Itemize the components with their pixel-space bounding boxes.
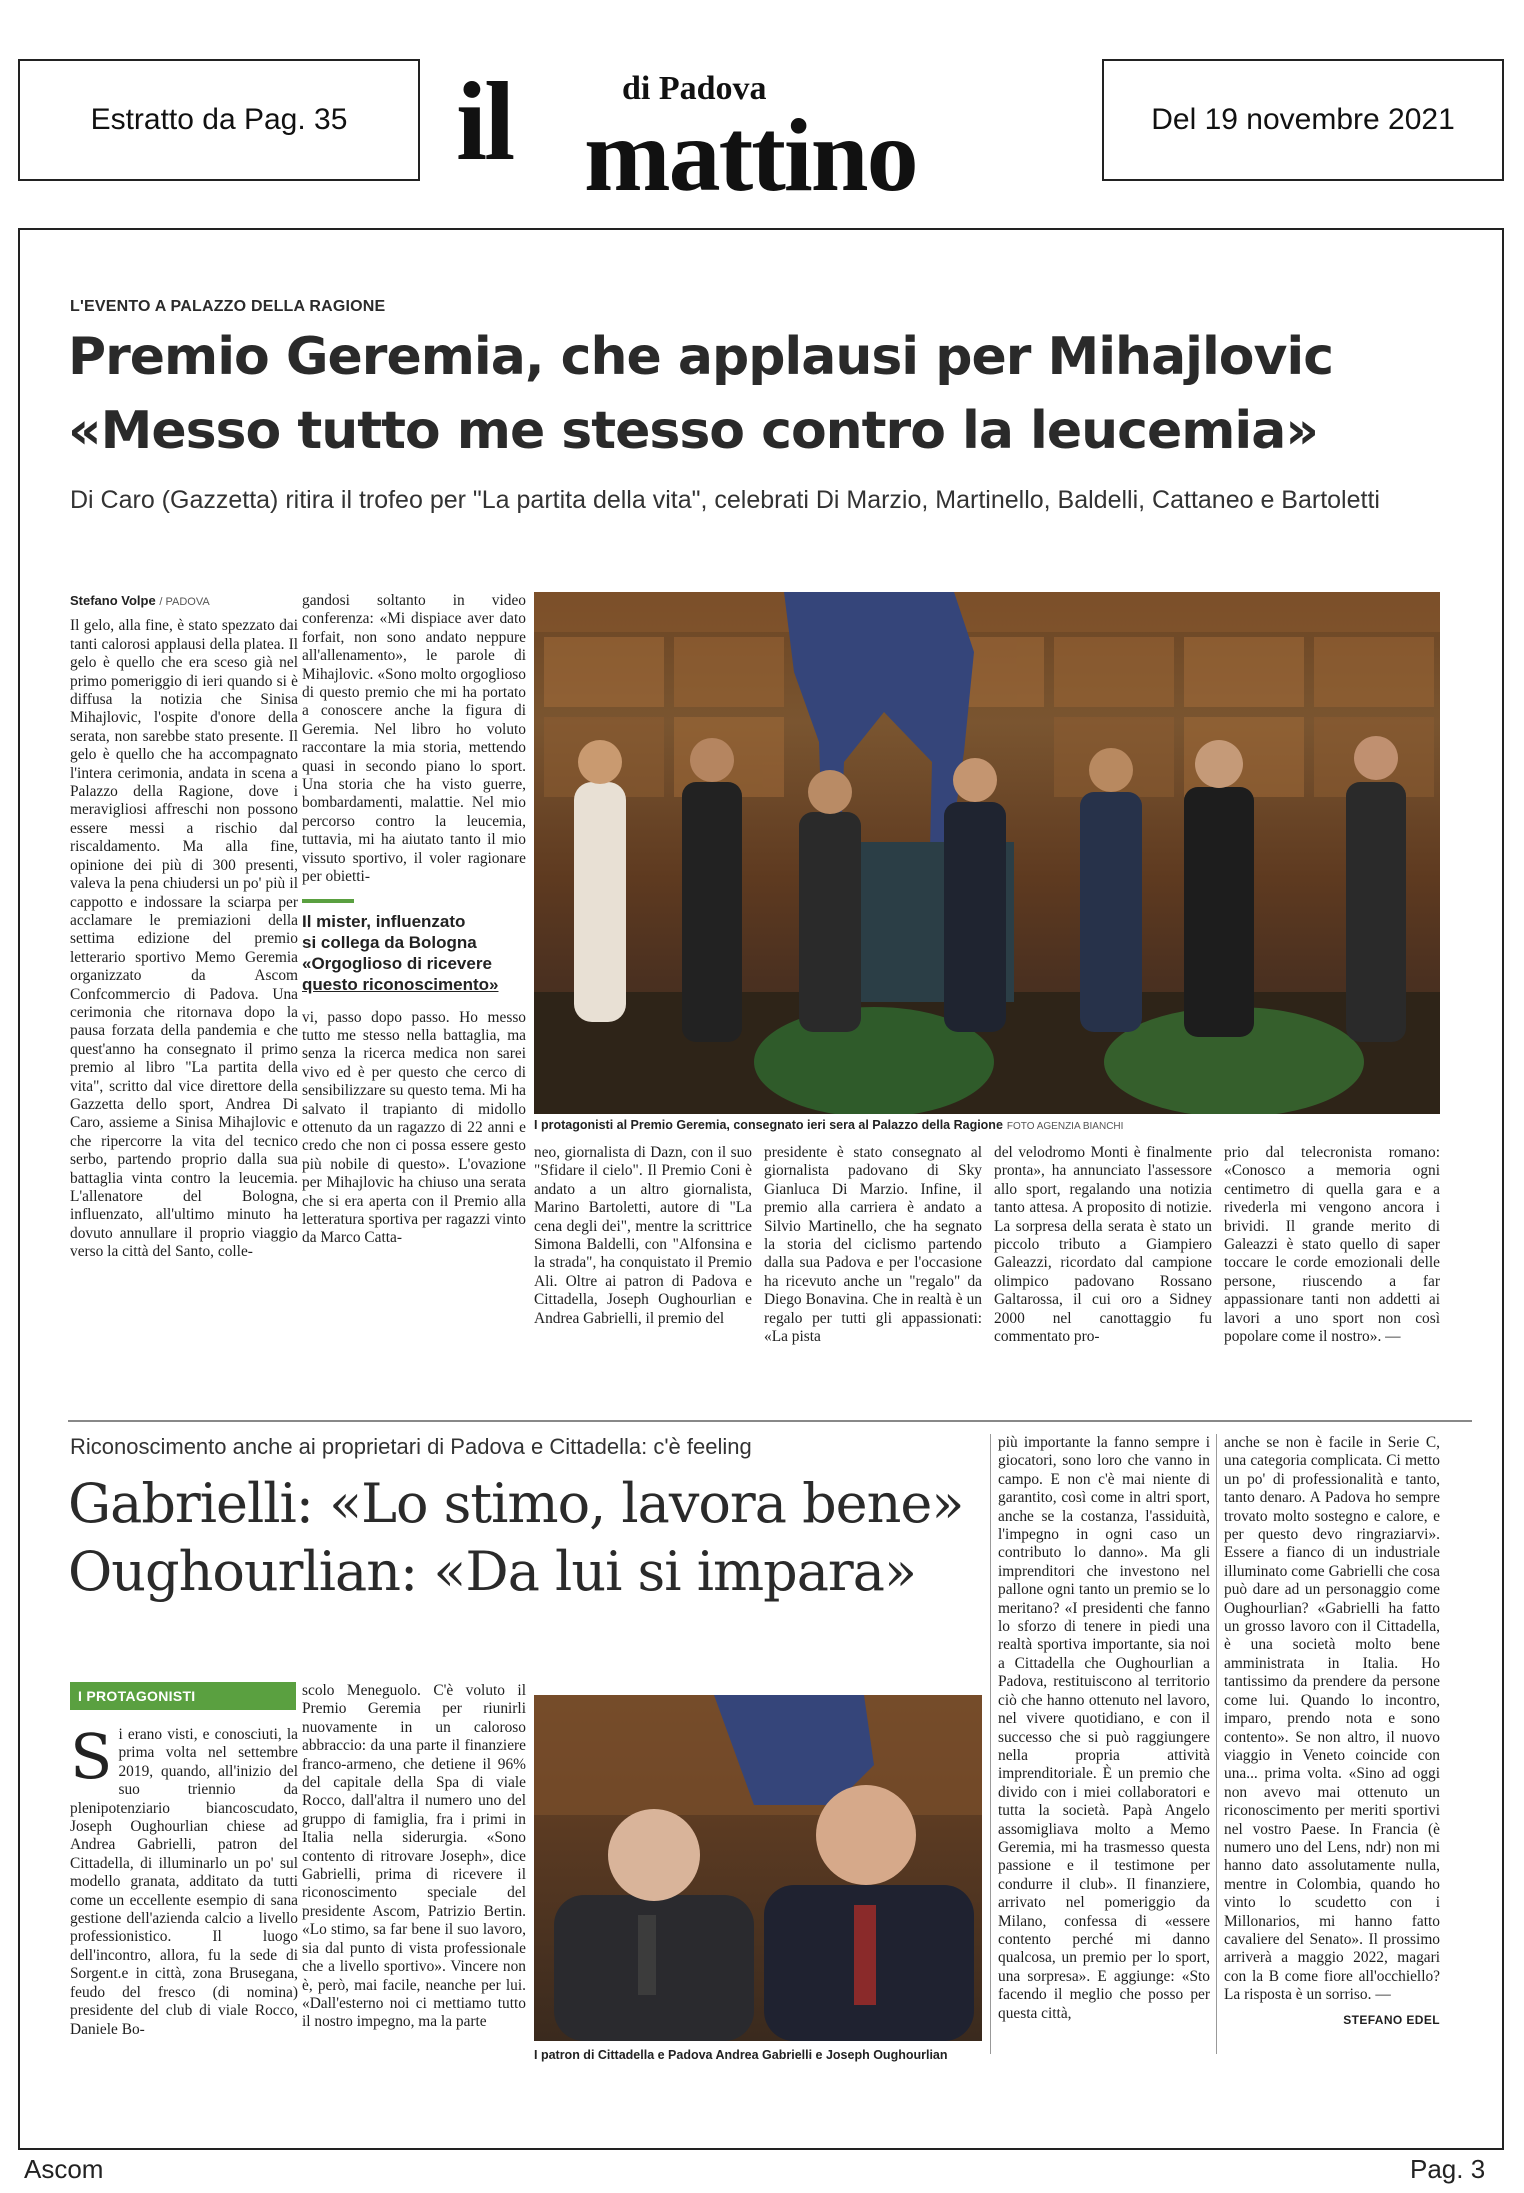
protagonisti-tag: I PROTAGONISTI	[70, 1682, 296, 1710]
article1-column-1	[70, 592, 298, 1382]
article1-column-4	[764, 1144, 982, 1382]
photo1-credit: FOTO AGENZIA BIANCHI	[1006, 1121, 1124, 1132]
pullquote-line1: Il mister, influenzato	[302, 911, 466, 931]
article2-signature: STEFANO EDEL	[1343, 2012, 1440, 2027]
article-frame	[18, 228, 1504, 2150]
patrons-photo-caption: I patron di Cittadella e Padova Andrea Gabrielli e Joseph Oughourlian	[534, 2048, 948, 2062]
patrons-photo-illustration	[534, 1695, 982, 2041]
article1-col4-text: presidente è stato consegnato al giornalista padovano di Sky Gianluca Di Marzio. Infine, il premio alla carriera è andato a Silvio Martinello, che ha segnato la storia del ciclismo partendo dalla sua Padova e per l'occasione ha ricevuto anche un "regalo" da Diego Bonavina. Che in realtà è un regalo per tutti gli appassionati: «La pista	[764, 1144, 982, 1346]
article1-column-3	[534, 1144, 752, 1382]
dropcap: S	[70, 1726, 113, 1793]
pullquote-line4: questo riconoscimento»	[302, 974, 499, 994]
article1-title-line1: Premio Geremia, che applausi per Mihajlovic	[68, 327, 1334, 387]
article2-col4-text: anche se non è facile in Serie C, una categoria complicata. Ci metto un po' di professionalità e tanto, tanto denaro. A Padova ho sempre trovato molto sostegno e calore, e per questo devo ringraziarvi». Essere a fianco di un industriale illuminato come Gabrielli che cosa può dare ad un personaggio come Oughourlian? «Gabrielli ha fatto un grosso lavoro con il Cittadella, è una società molto bene amministrata in Italia. Ho tantissimo da prendere da persone come lui. Quando lo incontro, imparo, prendo nota e sono contento». Se non altro, il nuovo viaggio in Veneto coincide con una... prima volta. «Sino ad oggi non avevo mai ottenuto un riconoscimento per meriti sportivi nel vostro Paese. In Francia (è numero uno del Lens, ndr) non mi hanno dato assolutamente nulla, mentre in Colombia, quando ho vinto lo scudetto con i Millonarios, mi hanno fatto cavaliere del Senato». Il prossimo arriverà a maggio 2022, magari con la B come fiore all'occhiello? La risposta è un sorriso. —	[1224, 1434, 1440, 2004]
pullquote-line2: si collega da Bologna	[302, 932, 477, 952]
article1-column-2	[302, 592, 526, 1382]
article1-column-6	[1224, 1144, 1440, 1382]
ceremony-photo	[534, 592, 1440, 1114]
extract-page-box	[18, 59, 420, 181]
footer-page-number: Pag. 3	[1410, 2154, 1486, 2184]
masthead-mattino: mattino	[584, 98, 917, 213]
column-rule	[1216, 1434, 1217, 2054]
article2-column-1	[70, 1726, 298, 2068]
article1-author: Stefano Volpe	[70, 593, 156, 608]
article1-subtitle: Di Caro (Gazzetta) ritira il trofeo per "La partita della vita", celebrati Di Marzio, Martinello, Baldelli, Cattaneo e Bartoletti	[70, 486, 1380, 514]
article2-col2-text: scolo Meneguolo. C'è voluto il Premio Geremia per riunirli nuovamente in un caloroso abbraccio: da una parte il finanziere franco-armeno, che detiene il 96% del capitale della Spa di viale Rocco, dall'altra il numero uno del gruppo di famiglia, fra i primi in Italia nella siderurgia. «Sono contento di ritrovare Joseph», dice Gabrielli, prima di ricevere il riconoscimento speciale del presidente Ascom, Patrizio Bertin. «Lo stimo, sa far bene il suo lavoro, sia dal punto di vista professionale che a livello sportivo». Vincere non è, però, mai facile, neanche per lui. «Dall'esterno noi ci mettiamo tutto il nostro impegno, ma la parte	[302, 1682, 526, 2031]
section-separator	[68, 1420, 1472, 1422]
article1-byline	[70, 592, 298, 611]
article1-title-line2: «Messo tutto me stesso contro la leucemia»	[68, 401, 1318, 461]
ceremony-photo-illustration	[534, 592, 1440, 1114]
masthead-il: il	[456, 60, 513, 184]
article2-col1-text: i erano visti, e conosciuti, la prima volta nel settembre 2019, quando, all'inizio del suo triennio da plenipotenziario biancoscudato, Joseph Oughourlian chiese ad Andrea Gabrielli, patron del Cittadella, di illuminarlo un po' sul modello granata, additato da tutti come un eccellente esempio di sana gestione dell'azienda calcio a livello professionistico. Il luogo dell'incontro, allora, fu la sede di Sorgent.e in città, zona Brusegana, feudo del fresco (di nomina) presidente del club di viale Rocco, Daniele Bo-	[70, 1726, 298, 2038]
green-rule	[302, 899, 354, 903]
ceremony-photo-caption	[534, 1118, 1123, 1132]
article1-col2a-text: gandosi soltanto in video conferenza: «Mi dispiace aver dato forfait, non sono andato neppure all'allenamento», le parole di Mihajlovic. «Sono molto orgoglioso di questo premio che mi ha portato a conoscere anche la figura di Geremia. Nel libro ho voluto raccontare la mia storia, mettendo quasi in secondo piano lo sport. Una storia che ha visto guerre, bombardamenti, malattie. Nel mio percorso contro la leucemia, tuttavia, mi ha aiutato tanto il mio vissuto sportivo, il voler ragionare per obietti-	[302, 592, 526, 886]
article2-kicker: Riconoscimento anche ai proprietari di Padova e Cittadella: c'è feeling	[70, 1434, 752, 1459]
article1-location: / PADOVA	[159, 596, 210, 608]
extract-page-label: Estratto da Pag. 35	[90, 103, 348, 136]
article1-column-5	[994, 1144, 1212, 1382]
article1-col2b-text: vi, passo dopo passo. Ho messo tutto me stesso nella battaglia, ma senza la ricerca medica non sarei vivo ed è per questo che cerco di sensibilizzare su questo tema. Mi ha salvato il trapianto di midollo ottenuto da un ragazzo di 22 anni e credo che non ci possa essere gesto più nobile di questo». L'ovazione per Mihajlovic ha chiuso una serata che si era aperta con il Premio alla letteratura sportiva per ragazzi vinto da Marco Catta-	[302, 1008, 526, 1247]
footer-source: Ascom	[24, 2154, 104, 2184]
article1-col1-text: Il gelo, alla fine, è stato spezzato dai tanti calorosi applausi della platea. Il gelo è quello che era sceso già nel primo pomeriggio di ieri quando si è diffusa la notizia che Sinisa Mihajlovic, l'ospite d'onore della serata, non sarebbe stato presente. Il gelo è quello che ha accompagnato l'intera cerimonia, andata in scena a Palazzo della Ragione, dove i meravigliosi affreschi non possono essere messi a rischio dal riscaldamento. Ma alla fine, opinione dei più di 300 presenti, valeva la pena chiudersi un po' più il cappotto e indossare la sciarpa per acclamare le premiazioni della settima edizione del premio letterario sportivo Memo Geremia organizzato da Ascom Confcommercio di Padova. Una cerimonia che ritornava dopo la pausa forzata della pandemia e che quest'anno ha consegnato il primo premio al libro "La partita della vita", scritto dal vice direttore della Gazzetta dello sport, Andrea Di Caro, assieme a Sinisa Mihajlovic e che ripercorre la vita del tecnico serbo, partendo proprio dalla sua battaglia vinta contro la leucemia. L'allenatore del Bologna, influenzato, all'ultimo minuto ha dovuto annullare il proprio viaggio verso la città del Santo, colle-	[70, 617, 298, 1261]
date-label: Del 19 novembre 2021	[1151, 103, 1455, 136]
date-box	[1102, 59, 1504, 181]
newspaper-masthead	[456, 60, 1066, 213]
article1-col3-text: neo, giornalista di Dazn, con il suo "Sfidare il cielo". Il Premio Coni è andato a un altro giornalista, Marino Bartoletti, autore di "La cena degli dei", mentre la scrittrice Simona Baldelli, con "Alfonsina e la strada", ha conquistato il Premio Ali. Oltre ai patron di Padova e Cittadella, Joseph Oughourlian e Andrea Gabrielli, il premio del	[534, 1144, 752, 1327]
column-rule	[990, 1434, 991, 2054]
article2-title-line2: Oughourlian: «Da lui si impara»	[68, 1540, 916, 1603]
article1-kicker: L'EVENTO A PALAZZO DELLA RAGIONE	[70, 298, 386, 315]
article1-col5-text: del velodromo Monti è finalmente pronta», ha annunciato l'assessore allo sport, regalando una notizia tanto attesa. A proposito di notizie. La sorpresa della serata è stato un piccolo tributo a Giampiero Galeazzi, ricordato dal campione olimpico padovano Rossano Galtarossa, il cui oro a Sidney 2000 nel canottaggio fu commentato pro-	[994, 1144, 1212, 1346]
masthead-di-padova: di Padova	[622, 70, 767, 107]
article2-column-2	[302, 1682, 526, 2068]
article2-column-3	[998, 1434, 1210, 2068]
patrons-photo	[534, 1695, 982, 2041]
article1-col6-text: prio dal telecronista romano: «Conosco a memoria ogni centimetro di quella gara e a rivederla mi vengono ancora i brividi. Il grande merito di Galeazzi è stato quello di saper toccare le corde emozionali delle persone, riuscendo a far appassionare tanti non addetti ai lavori a uno sport non così popolare come il nostro». —	[1224, 1144, 1440, 1346]
pullquote-line3: «Orgoglioso di ricevere	[302, 953, 492, 973]
article1-pullquote	[302, 911, 526, 995]
article2-col3-text: più importante la fanno sempre i giocatori, sono loro che vanno in campo. E non c'è mai niente di garantito, così come in altri sport, anche se la costanza, l'assiduità, l'impegno in ogni caso un contributo lo danno». Ma gli imprenditori che investono nel pallone ogni tanto un premio se lo meritano? «I presidenti che fanno lo sforzo di tenere in piedi una realtà sportiva importante, sia noi a Cittadella che Oughourlian a Padova, restituiscono al territorio ciò che hanno ottenuto nel lavoro, nel vivere quotidiano, e con il successo che si può raggiungere nella propria attività imprenditoriale. È un premio che divido con i miei collaboratori e tutta la società. Papà Angelo assomigliava molto a Memo Geremia, mi ha trasmesso questa passione e il testimone per condurre il club». Il finanziere, arrivato nel pomeriggio da Milano, confessa di «essere contento perché mi danno qualcosa, un premio per lo sport, una sorpresa». E aggiunge: «Sto facendo il meglio che posso per questa città,	[998, 1434, 1210, 2022]
article2-column-4	[1224, 1434, 1440, 2068]
photo1-caption-text: I protagonisti al Premio Geremia, consegnato ieri sera al Palazzo della Ragione	[534, 1118, 1003, 1132]
article2-title-line1: Gabrielli: «Lo stimo, lavora bene»	[68, 1472, 964, 1535]
